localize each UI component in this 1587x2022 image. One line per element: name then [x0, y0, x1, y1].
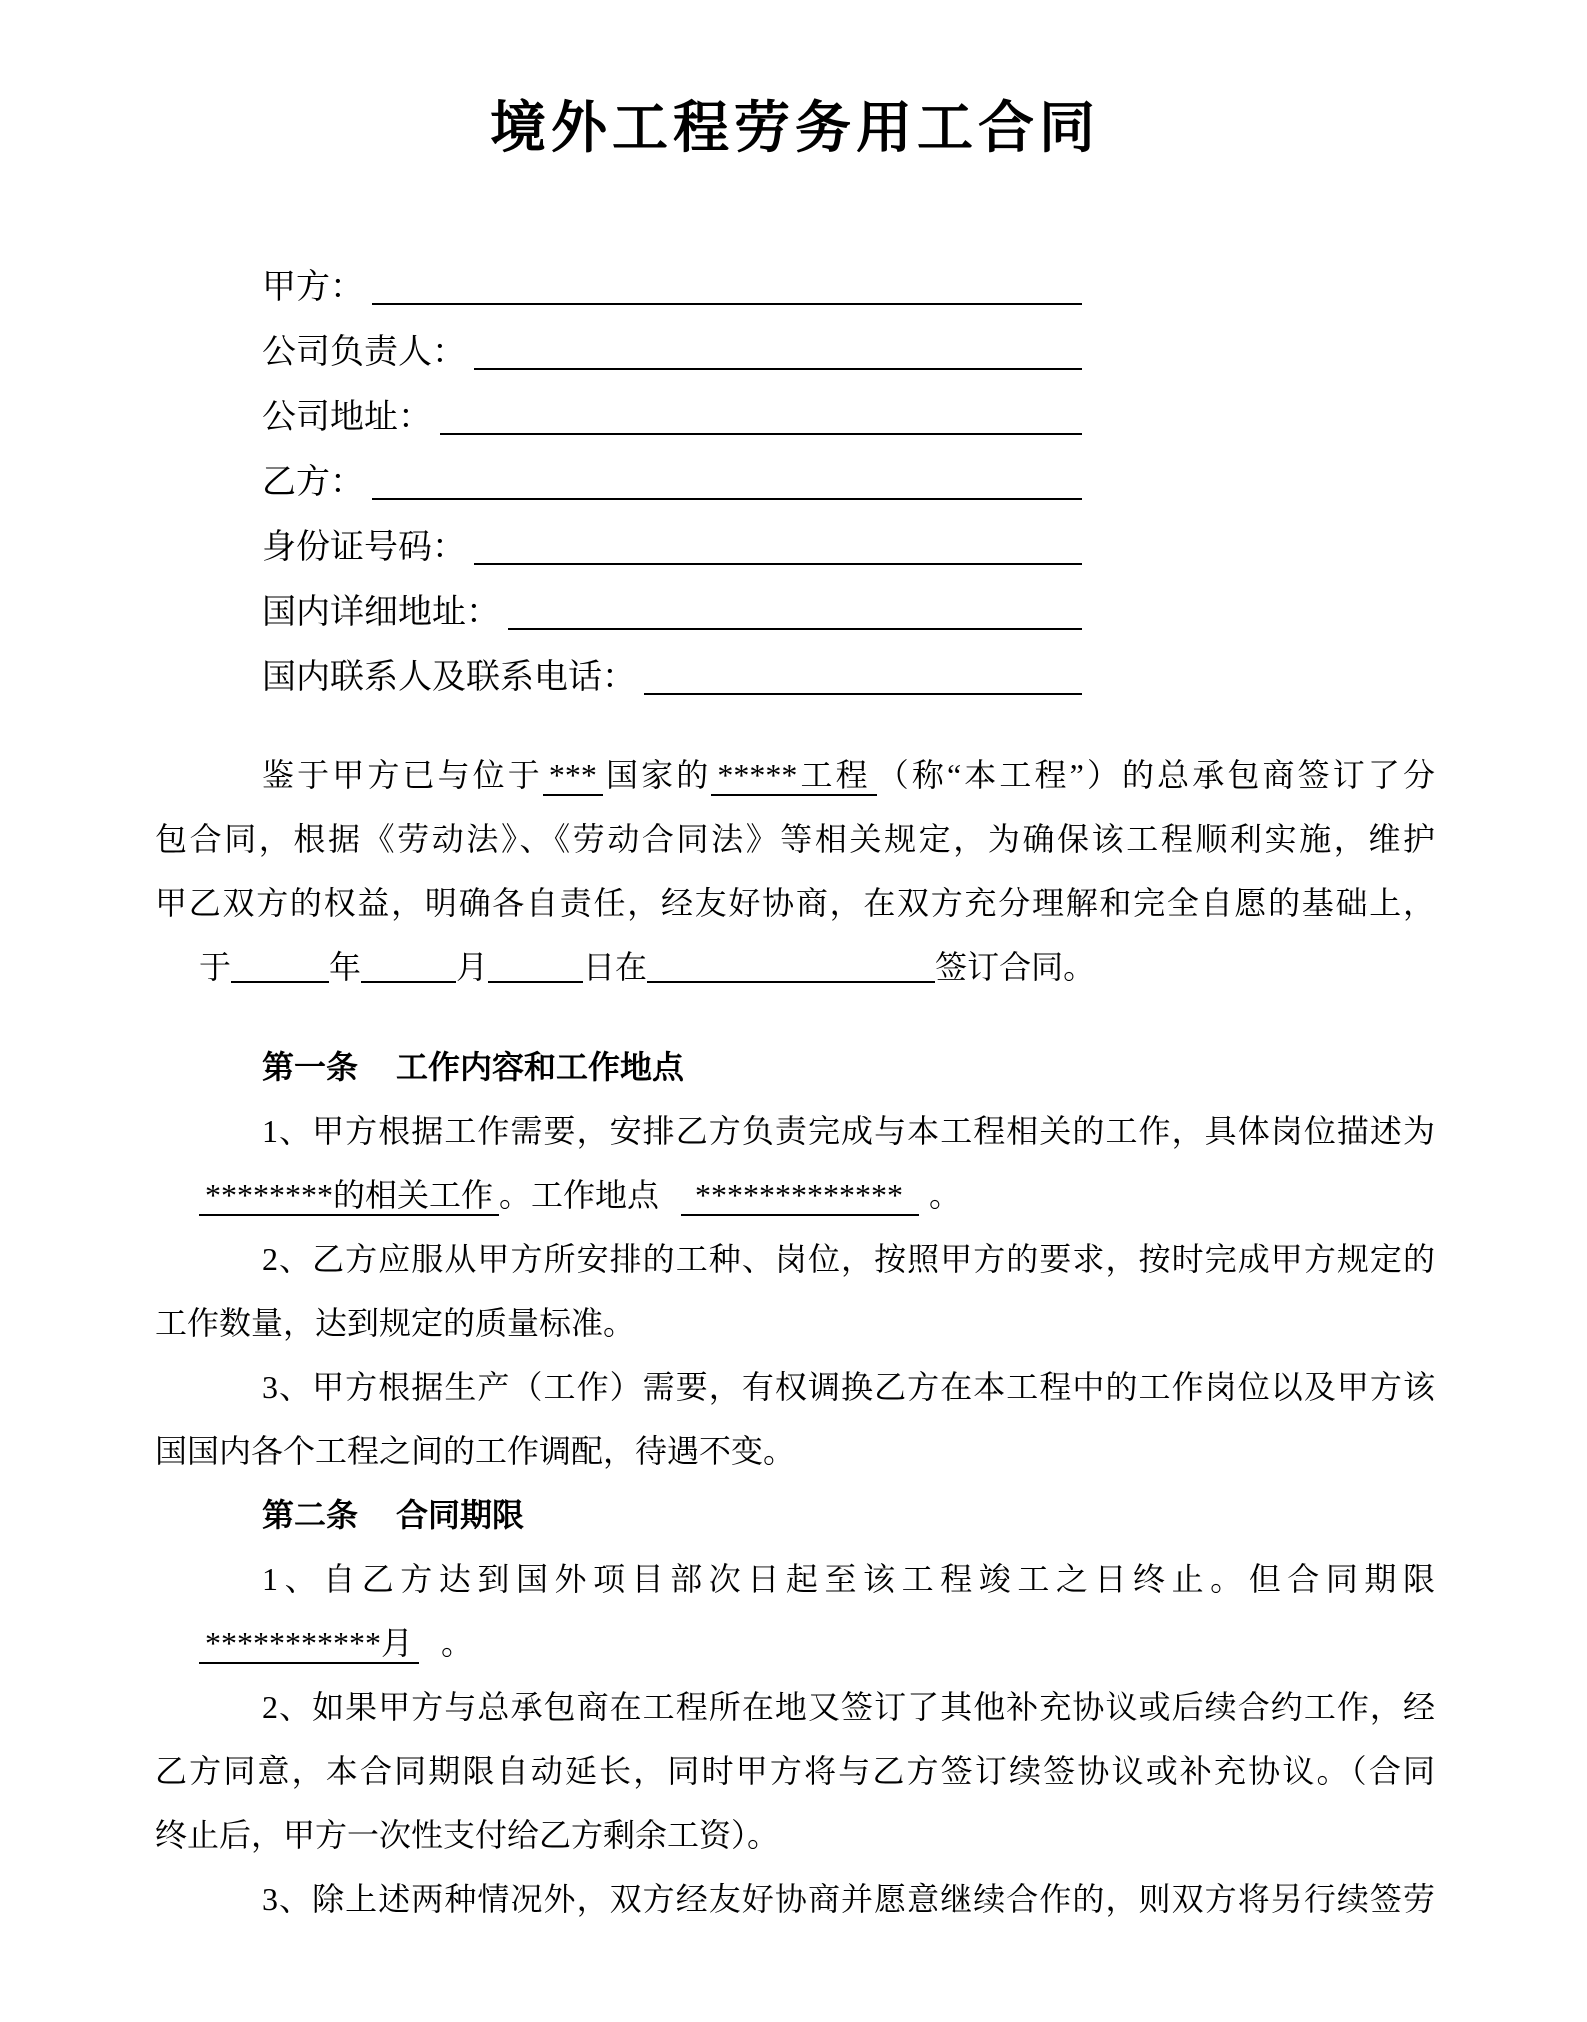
day-blank-line[interactable] [488, 981, 583, 983]
domestic-address-label: 国内详细地址： [262, 593, 500, 631]
preamble-text-yu: 于 [199, 949, 232, 985]
field-row-company-address [262, 372, 1082, 437]
article-1-item-2-line-2: 工作数量，达到规定的质量标准。 [155, 1305, 636, 1341]
work-place-label: 。工作地点 [499, 1177, 660, 1213]
place-blank-line[interactable] [647, 981, 935, 983]
company-manager-blank-line[interactable] [474, 368, 1082, 370]
article-2-item-2-line-3: 终止后，甲方一次性支付给乙方剩余工资）。 [155, 1817, 780, 1853]
party-b-blank-line[interactable] [372, 498, 1082, 500]
job-description-blank[interactable]: ********的相关工作 [199, 1177, 499, 1216]
preamble-text-1a: 鉴于甲方已与位于 [262, 757, 543, 793]
preamble-line-4 [155, 935, 1435, 999]
id-number-label: 身份证号码： [262, 528, 466, 566]
article-1-item-1-line-1: 1、甲方根据工作需要，安排乙方负责完成与本工程相关的工作，具体岗位描述为 [262, 1113, 1435, 1149]
field-row-party-b [262, 437, 1082, 502]
article-2-item-1-line-2 [155, 1611, 1435, 1675]
domestic-address-blank-line[interactable] [508, 628, 1082, 630]
preamble-text-year: 年 [329, 949, 362, 985]
article-1-number: 第一条 [262, 1049, 359, 1085]
article-1-heading [155, 1035, 1435, 1099]
party-a-blank-line[interactable] [372, 303, 1082, 305]
company-address-label: 公司地址： [262, 398, 432, 436]
project-blank[interactable]: *****工程 [711, 757, 876, 796]
party-a-label: 甲方： [262, 268, 364, 306]
month-blank-line[interactable] [361, 981, 456, 983]
preamble-line-2: 包合同，根据《劳动法》、《劳动合同法》等相关规定，为确保该工程顺利实施，维护 [155, 821, 1435, 857]
article-2-item-1-period: 。 [441, 1625, 474, 1661]
preamble-text-month: 月 [456, 949, 489, 985]
contract-body [155, 743, 1435, 1931]
preamble-text-day: 日在 [583, 949, 648, 985]
id-number-blank-line[interactable] [474, 563, 1082, 565]
article-2-item-3-line-1: 3、除上述两种情况外，双方经友好协商并愿意继续合作的，则双方将另行续签劳 [262, 1881, 1435, 1917]
field-row-domestic-address [262, 567, 1082, 632]
domestic-contact-blank-line[interactable] [644, 693, 1082, 695]
document-title: 境外工程劳务用工合同 [490, 98, 1100, 160]
article-1-item-1-period: 。 [929, 1177, 962, 1213]
preamble-line-1 [155, 743, 1435, 807]
article-1-item-1-line-2 [155, 1163, 1435, 1227]
field-row-id-number [262, 502, 1082, 567]
company-address-blank-line[interactable] [440, 433, 1082, 435]
article-2-heading [155, 1483, 1435, 1547]
preamble-line-3: 甲乙双方的权益，明确各自责任，经友好协商，在双方充分理解和完全自愿的基础上， [155, 885, 1435, 921]
article-2-item-2-line-1: 2、如果甲方与总承包商在工程所在地又签订了其他补充协议或后续合约工作，经 [262, 1689, 1435, 1725]
article-2-item-2-line-2: 乙方同意，本合同期限自动延长，同时甲方将与乙方签订续签协议或补充协议。（合同 [155, 1753, 1435, 1789]
field-row-company-manager [262, 307, 1082, 372]
field-row-domestic-contact [262, 632, 1082, 697]
domestic-contact-label: 国内联系人及联系电话： [262, 658, 636, 696]
year-blank-line[interactable] [231, 981, 329, 983]
article-2-number: 第二条 [262, 1497, 359, 1533]
contract-page [0, 92, 1587, 2022]
article-2-item-1-line-1: 1、自乙方达到国外项目部次日起至该工程竣工之日终止。但合同期限 [262, 1561, 1435, 1597]
article-2-title: 合同期限 [396, 1497, 525, 1533]
company-manager-label: 公司负责人： [262, 333, 466, 371]
article-1-item-2-line-1: 2、乙方应服从甲方所安排的工种、岗位，按照甲方的要求，按时完成甲方规定的 [262, 1241, 1435, 1277]
article-1-item-3-line-1: 3、甲方根据生产（工作）需要，有权调换乙方在本工程中的工作岗位以及甲方该 [262, 1369, 1435, 1405]
contract-months-blank[interactable]: ***********月 [199, 1625, 419, 1664]
country-blank[interactable]: *** [543, 757, 603, 796]
party-b-label: 乙方： [262, 463, 364, 501]
field-row-party-a [262, 242, 1082, 307]
preamble-text-1b: 国家的 [602, 757, 712, 793]
preamble-text-end: 签订合同。 [935, 949, 1096, 985]
work-place-blank[interactable]: ************* [681, 1177, 919, 1216]
article-1-title: 工作内容和工作地点 [396, 1049, 685, 1085]
header-fields [262, 242, 1082, 697]
preamble-text-1c: （称“本工程”）的总承包商签订了分 [876, 757, 1435, 793]
article-1-item-3-line-2: 国国内各个工程之间的工作调配，待遇不变。 [155, 1433, 796, 1469]
